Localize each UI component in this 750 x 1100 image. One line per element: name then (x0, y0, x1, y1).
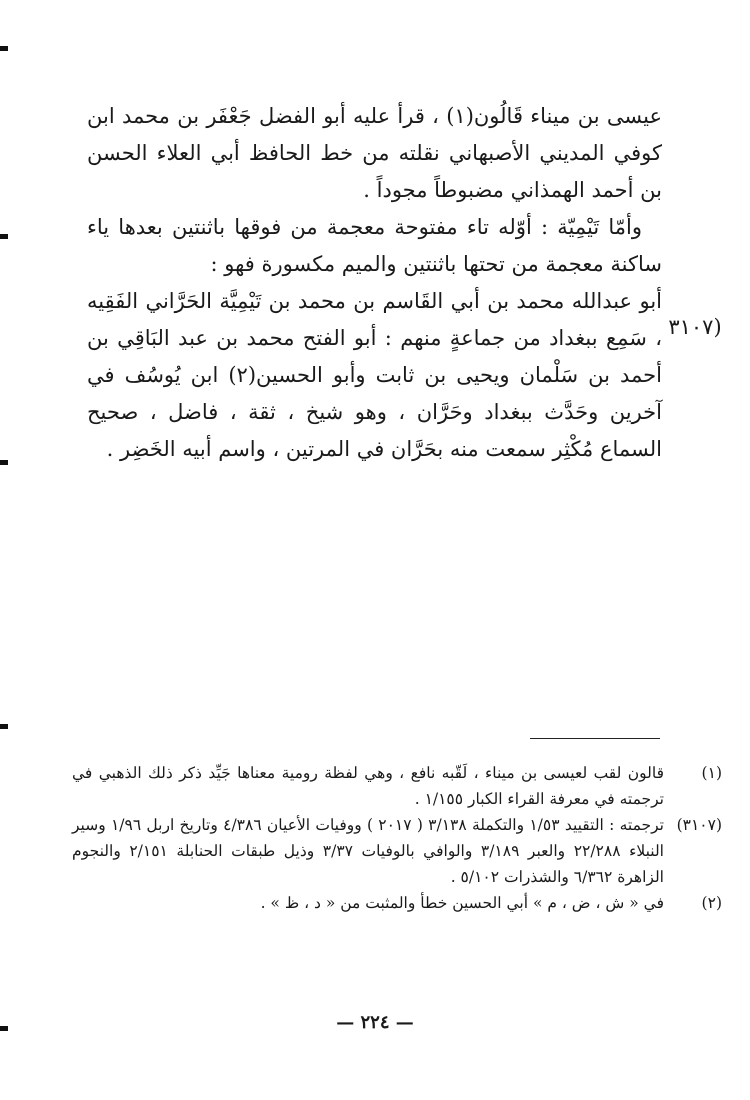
main-text (87, 98, 662, 468)
footnote-text: في « ش ، ض ، م » أبي الحسين خطأ والمثبت من « د ، ظ » . (260, 894, 664, 912)
footnote-number: (١) (701, 764, 722, 782)
footnote-number: (٣١٠٧) (676, 816, 722, 834)
paragraph-taymiyya: وأمّا تَيْمِيّة : أوّله تاء مفتوحة معجمة من فوقها باثنتين بعدها ياء ساكنة معجمة من تحتها باثنتين والميم مكسورة فهو : (87, 215, 662, 276)
paragraph-entry-3107: أبو عبدالله محمد بن أبي القَاسم بن محمد بن تَيْمِيَّة الحَرَّاني الفَقِيه ، سَمِع ببغداد من جماعةٍ منهم : أبو الفتح محمد بن عبد البَاقِي بن أحمد بن سَلْمان ويحيى بن ثابت وأبو الحسين(٢) ابن يُوسُف في آخرين وحَدَّث ببغداد وحَرَّان ، وهو شيخ ، ثقة ، فاضل ، صحيح السماع مُكْثِر سمعت منه بحَرَّان في المرتين ، واسم أبيه الخَضِر . (87, 289, 662, 461)
footnote-text: قالون لقب لعيسى بن ميناء ، لَقّبه نافع ، وهي لفظة رومية معناها جَيِّد ذكر ذلك الذهبي في ترجمته في معرفة القراء الكبار ١/١٥٥ . (72, 764, 664, 808)
paragraph-qalun: عيسى بن ميناء قَالُون(١) ، قرأ عليه أبو الفضل جَعْفَر بن محمد ابن كوفي المديني الأصبهاني نقلته من خط الحافظ أبي العلاء الحسن بن أحمد الهمذاني مضبوطاً مجوداً . (87, 104, 662, 202)
footnote (72, 890, 722, 916)
page-number: — ٢٢٤ — (336, 1012, 414, 1033)
footnotes (72, 760, 722, 916)
binding-mark (0, 724, 8, 729)
binding-mark (0, 46, 8, 51)
footnote-number: (٢) (701, 894, 722, 912)
footnote-divider (530, 738, 660, 739)
footnote (72, 760, 722, 812)
footnote-text: ترجمته : التقييد ١/٥٣ والتكملة ٣/١٣٨ ( ٢٠١٧ ) ووفيات الأعيان ٤/٣٨٦ وتاريخ اربل ١/٩٦ وسير النبلاء ٢٢/٢٨٨ والعبر ٣/١٨٩ والوافي بالوفيات ٣/٣٧ وذيل طبقات الحنابلة ٢/١٥١ والنجوم الزاهرة ٦/٣٦٢ والشذرات ٥/١٠٢ . (72, 816, 664, 886)
footnote (72, 812, 722, 890)
entry-number: (٣١٠٧ (668, 315, 722, 339)
binding-mark (0, 460, 8, 465)
binding-mark (0, 234, 8, 239)
